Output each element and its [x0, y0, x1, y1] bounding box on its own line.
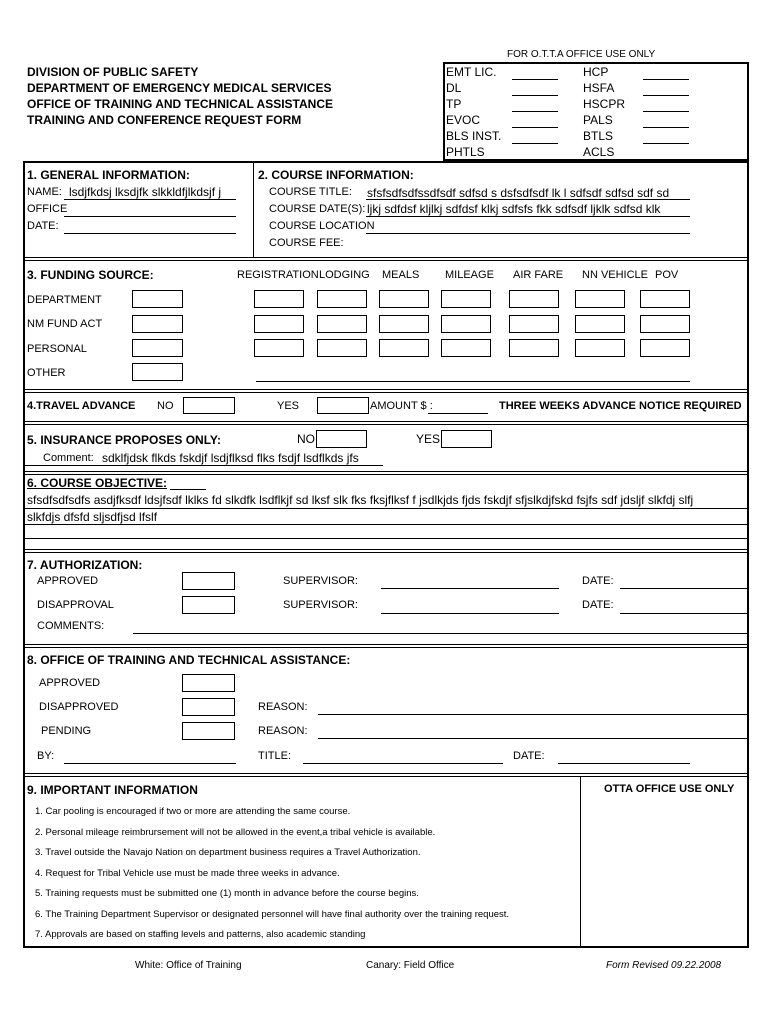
title-line: DIVISION OF PUBLIC SAFETY — [27, 65, 199, 79]
cert-blank[interactable] — [643, 127, 689, 128]
funding-source-checkbox[interactable] — [132, 290, 183, 308]
funding-cell[interactable] — [575, 339, 625, 357]
objective-line-2[interactable]: slkfdjs dfsfd sljsdfjsd lfslf — [27, 510, 158, 524]
list-item: 7. Approvals are based on staffing levels and patterns, also academic standing — [35, 929, 366, 940]
course-info-title: 2. COURSE INFORMATION: — [258, 168, 414, 182]
otta-disapproved-label: DISAPPROVED — [39, 701, 119, 713]
funding-cell[interactable] — [379, 315, 429, 333]
authorization-title: 7. AUTHORIZATION: — [27, 558, 143, 572]
col-registration: REGISTRATION — [237, 269, 319, 281]
comments-label: COMMENTS: — [37, 620, 105, 632]
col-meals: MEALS — [382, 269, 420, 281]
otta-pending-checkbox[interactable] — [182, 722, 235, 740]
reason-label-2: REASON: — [258, 725, 308, 737]
date-field[interactable] — [64, 233, 236, 234]
approved-label: APPROVED — [37, 575, 99, 587]
insurance-no-checkbox[interactable] — [316, 430, 367, 448]
funding-cell[interactable] — [441, 339, 491, 357]
col-pov: POV — [655, 269, 679, 281]
comments-field[interactable] — [133, 633, 748, 634]
col-lodging: LODGING — [319, 269, 370, 281]
comment-label: Comment: — [43, 452, 94, 464]
funding-cell[interactable] — [254, 290, 304, 308]
general-info-title: 1. GENERAL INFORMATION: — [27, 168, 190, 182]
by-label: BY: — [37, 750, 55, 762]
cert-label: PALS — [583, 113, 613, 127]
course-dates-label: COURSE DATE(S): — [269, 203, 366, 215]
funding-cell[interactable] — [379, 290, 429, 308]
by-field[interactable] — [64, 763, 236, 764]
objective-rule — [23, 524, 748, 525]
list-item: 6. The Training Department Supervisor or designated personnel will have final authority over the training request. — [35, 908, 510, 920]
course-fee-label: COURSE FEE: — [269, 237, 344, 249]
reason-field[interactable] — [318, 714, 748, 715]
list-item: 3. Travel outside the Navajo Nation on department business requires a Travel Authorization. — [35, 847, 421, 858]
funding-cell[interactable] — [640, 290, 690, 308]
funding-cell[interactable] — [575, 315, 625, 333]
objective-title: 6. COURSE OBJECTIVE: — [27, 476, 168, 490]
amount-label: AMOUNT $ : — [370, 400, 433, 412]
otta-approved-label: APPROVED — [39, 677, 101, 689]
cert-blank[interactable] — [643, 111, 689, 112]
list-item: 2. Personal mileage reimbrursement will not be allowed in the event,a tribal vehicle is available. — [35, 826, 436, 838]
section-divider — [253, 163, 254, 257]
cert-label: HCP — [583, 65, 609, 79]
objective-line-1[interactable]: sfsdfsdfsdfs asdjfksdf ldsjfsdf lklks fd slkdfk lsdflkjf sd lksf slk fks fksjflksf f jsdlkjds fjds fskdjf sfjslkdjfskd fsjfs sdf jdsljf slkfdj slfj — [27, 493, 694, 507]
section-separator — [23, 773, 748, 777]
name-field-line — [64, 199, 236, 200]
funding-cell[interactable] — [640, 315, 690, 333]
form-revised-date: Form Revised 09.22.2008 — [606, 960, 722, 971]
section-separator — [23, 471, 748, 475]
disapproval-label: DISAPPROVAL — [37, 599, 114, 611]
row-other: OTHER — [27, 367, 66, 379]
insurance-title: 5. INSURANCE PROPOSES ONLY: — [27, 433, 222, 447]
cert-label: TP — [446, 97, 462, 111]
list-item: 5. Training requests must be submitted one (1) month in advance before the course begins. — [35, 888, 419, 899]
cert-label: HSCPR — [583, 97, 626, 111]
cert-label: ACLS — [583, 145, 615, 159]
form-title-block — [27, 64, 333, 128]
comment-line — [23, 465, 383, 466]
funding-source-checkbox[interactable] — [132, 315, 183, 333]
cert-blank[interactable] — [643, 143, 689, 144]
funding-cell[interactable] — [575, 290, 625, 308]
course-dates-line — [366, 216, 690, 217]
cert-label: PHTLS — [446, 145, 485, 159]
supervisor-label-2: SUPERVISOR: — [283, 599, 358, 611]
funding-cell[interactable] — [441, 315, 491, 333]
cert-blank[interactable] — [512, 111, 558, 112]
supervisor-field-2[interactable] — [381, 613, 559, 614]
course-dates-value[interactable]: ljkj sdfdsf kljlkj sdfdsf klkj sdfsfs fkk sdfsdf ljklk sdfsd klk — [367, 202, 661, 216]
funding-source-checkbox[interactable] — [132, 339, 183, 357]
title-line: OFFICE OF TRAINING AND TECHNICAL ASSISTANCE — [27, 97, 333, 111]
course-location-field[interactable] — [366, 233, 690, 234]
cert-blank[interactable] — [512, 79, 558, 80]
travel-yes-label: YES — [277, 400, 300, 412]
insurance-yes-checkbox[interactable] — [441, 430, 492, 448]
funding-cell[interactable] — [509, 290, 559, 308]
cert-blank[interactable] — [643, 95, 689, 96]
travel-no-checkbox[interactable] — [183, 397, 235, 414]
cert-label: EVOC — [446, 113, 481, 127]
auth-date-label-2: DATE: — [582, 599, 614, 611]
funding-cell[interactable] — [317, 339, 367, 357]
section-separator — [23, 257, 748, 261]
funding-cell[interactable] — [317, 290, 367, 308]
footer-white-copy: White: Office of Training — [135, 960, 242, 971]
travel-advance-title: 4.TRAVEL ADVANCE — [27, 400, 136, 412]
insurance-no-label: NO — [297, 432, 315, 446]
reason-field-2[interactable] — [318, 738, 748, 739]
travel-no-label: NO — [157, 400, 174, 412]
title-line: TRAINING AND CONFERENCE REQUEST FORM — [27, 113, 302, 127]
col-nn-vehicle: NN VEHICLE — [582, 269, 649, 281]
disapproval-checkbox[interactable] — [182, 596, 235, 614]
row-nm-fund-act: NM FUND ACT — [27, 318, 103, 330]
important-title: 9. IMPORTANT INFORMATION — [27, 783, 198, 797]
footer-canary-copy: Canary: Field Office — [366, 960, 455, 971]
cert-list-left — [446, 64, 501, 160]
title-line: DEPARTMENT OF EMERGENCY MEDICAL SERVICES — [27, 81, 332, 95]
form-left-border — [23, 161, 25, 947]
form-top-border — [23, 161, 749, 163]
funding-source-checkbox[interactable] — [132, 363, 183, 381]
otta-use-label: FOR O.T.T.A OFFICE USE ONLY — [507, 49, 656, 60]
auth-date-label: DATE: — [582, 575, 614, 587]
course-title-label: COURSE TITLE: — [269, 186, 352, 198]
course-title-value[interactable]: sfsfsdfsdfssdfsdf sdfsd s dsfsdfsdf lk l sdfsdf sdfsd sdf sd — [367, 186, 670, 200]
cert-label: BTLS — [583, 129, 614, 143]
otta-office-use-only: OTTA OFFICE USE ONLY — [604, 783, 735, 795]
insurance-comment-value[interactable]: sdklfjdsk flkds fskdjf lsdjflksd flks fsdjf lsdflkds jfs — [102, 451, 359, 465]
otta-date-label: DATE: — [513, 750, 545, 762]
cert-label: HSFA — [583, 81, 615, 95]
funding-cell[interactable] — [509, 315, 559, 333]
funding-cell[interactable] — [317, 315, 367, 333]
otta-title-label: TITLE: — [258, 750, 292, 762]
otta-title-field[interactable] — [303, 763, 503, 764]
objective-rule — [23, 538, 748, 539]
otta-disapproved-checkbox[interactable] — [182, 698, 235, 716]
funding-cell[interactable] — [254, 339, 304, 357]
important-list — [35, 802, 575, 946]
col-air-fare: AIR FARE — [513, 269, 564, 281]
other-funding-line[interactable] — [256, 381, 690, 382]
amount-field[interactable] — [428, 413, 488, 414]
funding-title: 3. FUNDING SOURCE: — [27, 268, 154, 282]
travel-yes-checkbox[interactable] — [317, 397, 369, 414]
authorization-title-text: 7. AUTHORIZATION — [27, 558, 139, 572]
cert-label: EMT LIC. — [446, 65, 497, 79]
cert-blank[interactable] — [643, 79, 689, 80]
office-label: OFFICE — [27, 203, 68, 215]
list-item: 1. Car pooling is encouraged if two or more are attending the same course. — [35, 806, 351, 817]
office-field[interactable] — [64, 216, 236, 217]
otta-title: 8. OFFICE OF TRAINING AND TECHNICAL ASSISTANCE: — [27, 653, 351, 667]
supervisor-label: SUPERVISOR: — [283, 575, 358, 587]
section-separator — [23, 421, 748, 425]
name-label: NAME: — [27, 186, 62, 198]
office-use-divider — [580, 776, 581, 947]
funding-cell[interactable] — [379, 339, 429, 357]
section-separator — [23, 549, 748, 553]
supervisor-field[interactable] — [381, 588, 559, 589]
col-mileage: MILEAGE — [445, 269, 494, 281]
cert-blank[interactable] — [512, 143, 558, 144]
insurance-yes-label: YES — [416, 432, 441, 446]
row-personal: PERSONAL — [27, 343, 87, 355]
funding-cell[interactable] — [640, 339, 690, 357]
date-label: DATE: — [27, 220, 59, 232]
funding-cell[interactable] — [441, 290, 491, 308]
name-value[interactable]: lsdjfkdsj lksdjfk slkkldfjlkdsjf j — [69, 185, 222, 199]
advance-notice: THREE WEEKS ADVANCE NOTICE REQUIRED — [499, 400, 742, 412]
form-bottom-border — [23, 946, 749, 948]
cert-label: BLS INST. — [446, 129, 502, 143]
cert-label: DL — [446, 81, 462, 95]
form-right-border — [747, 161, 749, 947]
objective-title-underline — [170, 489, 206, 490]
section-separator — [23, 644, 748, 648]
course-location-label: COURSE LOCATION — [269, 220, 375, 232]
course-title-line — [366, 199, 690, 200]
list-item: 4. Request for Tribal Vehicle use must be made three weeks in advance. — [35, 867, 340, 879]
reason-label: REASON: — [258, 701, 308, 713]
funding-cell[interactable] — [509, 339, 559, 357]
objective-rule — [23, 508, 748, 509]
funding-cell[interactable] — [254, 315, 304, 333]
approved-checkbox[interactable] — [182, 572, 235, 590]
otta-approved-checkbox[interactable] — [182, 674, 235, 692]
cert-list-right — [583, 64, 625, 160]
section-separator — [23, 389, 748, 393]
cert-blank[interactable] — [512, 127, 558, 128]
auth-date-field[interactable] — [620, 588, 748, 589]
auth-date-field-2[interactable] — [620, 613, 748, 614]
cert-blank[interactable] — [512, 95, 558, 96]
otta-pending-label: PENDING — [41, 725, 92, 737]
row-department: DEPARTMENT — [27, 294, 102, 306]
otta-date-field[interactable] — [558, 763, 690, 764]
